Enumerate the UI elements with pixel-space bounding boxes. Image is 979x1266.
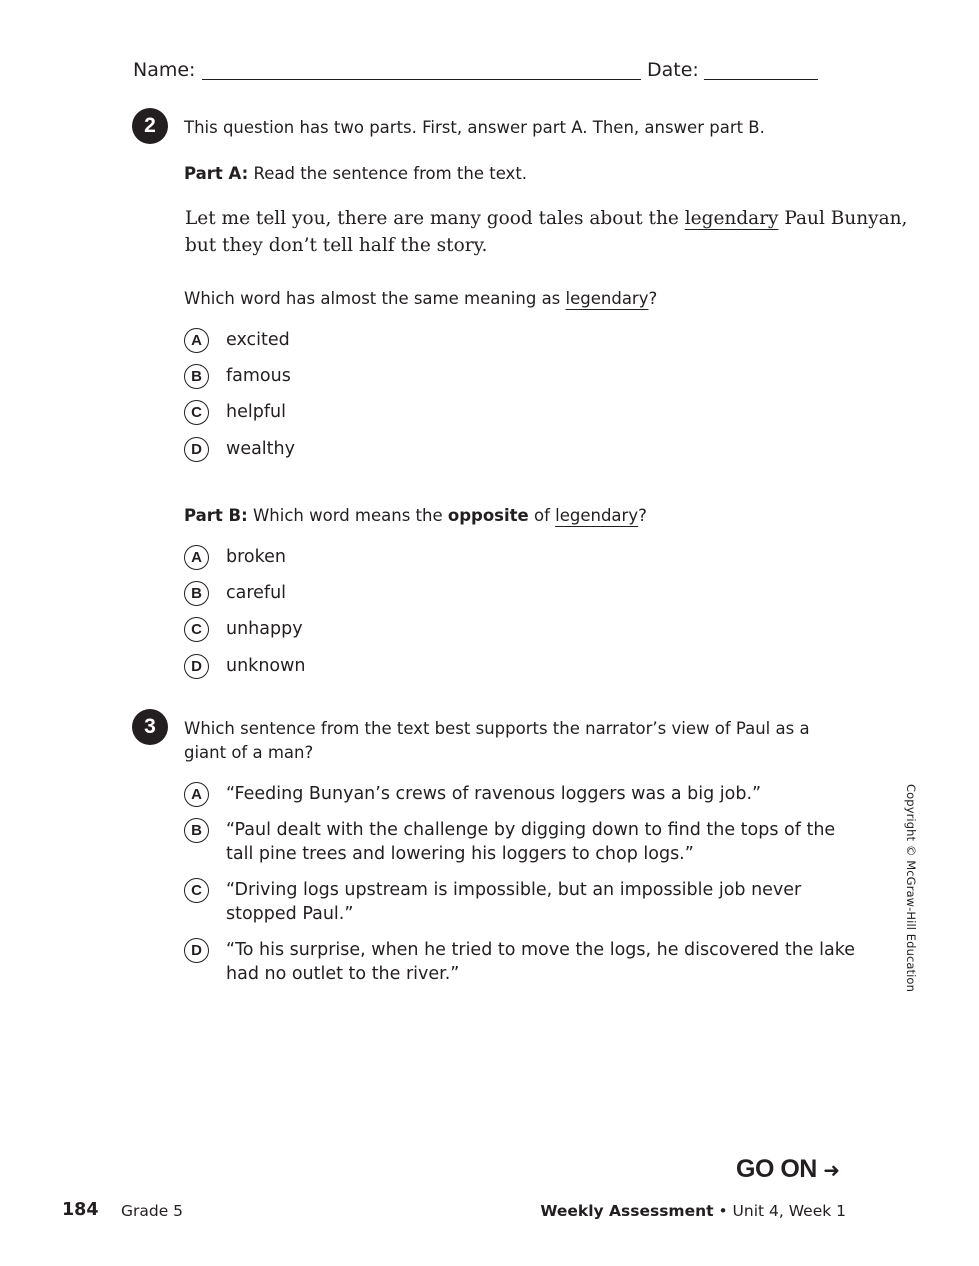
assessment-title: Weekly Assessment <box>540 1202 714 1220</box>
answer-bubble[interactable]: C <box>184 617 209 642</box>
option-line-1: “Feeding Bunyan’s crews of ravenous loggers was a big job.” <box>226 784 762 804</box>
grade-label: Grade 5 <box>121 1202 184 1220</box>
go-on-text: GO ON <box>736 1155 817 1183</box>
option-line-1: “Driving logs upstream is impossible, but an impossible job never <box>226 880 802 900</box>
option-line-2: had no outlet to the river.” <box>226 964 460 984</box>
answer-bubble[interactable]: B <box>184 818 209 843</box>
question-3-number: 3 <box>132 709 168 745</box>
part-a-question-mark: ? <box>648 289 658 308</box>
passage-excerpt <box>185 205 907 259</box>
passage-text-end: Paul Bunyan, <box>778 208 908 229</box>
part-a-label: Part A: <box>184 164 249 183</box>
part-b-question-mark: ? <box>638 506 647 525</box>
part-a-option-a[interactable] <box>184 328 290 353</box>
option-text <box>226 782 761 806</box>
part-a-underlined-word: legendary <box>565 289 649 308</box>
date-field[interactable] <box>704 79 818 80</box>
answer-bubble[interactable]: A <box>184 328 209 353</box>
part-a-instruction <box>184 162 527 186</box>
option-text: broken <box>226 547 286 567</box>
option-text: wealthy <box>226 439 295 459</box>
part-a-question <box>184 287 657 311</box>
part-b-bold-word: opposite <box>447 506 529 525</box>
part-b-option-a[interactable] <box>184 545 286 570</box>
part-a-option-b[interactable] <box>184 364 291 389</box>
name-field[interactable] <box>202 79 641 80</box>
option-text: excited <box>226 330 290 350</box>
q3-option-c[interactable] <box>184 878 801 926</box>
q3-option-d[interactable] <box>184 938 855 986</box>
part-b-text-start: Which word means the <box>247 506 448 525</box>
option-text <box>226 938 855 986</box>
passage-underlined-word: legendary <box>684 208 779 229</box>
part-a-question-text: Which word has almost the same meaning as <box>184 289 566 308</box>
option-text: unknown <box>226 656 306 676</box>
copyright-notice: Copyright © McGraw-Hill Education <box>904 784 918 992</box>
answer-bubble[interactable]: B <box>184 364 209 389</box>
q3-option-a[interactable] <box>184 782 761 807</box>
name-label: Name: <box>133 59 196 81</box>
part-a-option-c[interactable] <box>184 400 286 425</box>
part-a-prompt: Read the sentence from the text. <box>253 164 528 183</box>
option-text: helpful <box>226 402 286 422</box>
part-a-option-d[interactable] <box>184 437 295 462</box>
part-b-label: Part B: <box>184 506 248 525</box>
date-label: Date: <box>647 59 699 81</box>
assessment-info <box>540 1202 846 1220</box>
option-text <box>226 878 801 926</box>
question-3-prompt <box>184 717 810 765</box>
option-line-2: tall pine trees and lowering his loggers to chop logs.” <box>226 844 694 864</box>
question-3-line-1: Which sentence from the text best supports the narrator’s view of Paul as a <box>184 719 810 738</box>
page-number: 184 <box>62 1200 99 1220</box>
option-line-1: “To his surprise, when he tried to move the logs, he discovered the lake <box>226 940 855 960</box>
question-3-line-2: giant of a man? <box>184 743 314 762</box>
answer-bubble[interactable]: D <box>184 437 209 462</box>
option-text: famous <box>226 366 291 386</box>
passage-line-2: but they don’t tell half the story. <box>185 235 488 256</box>
part-b-option-b[interactable] <box>184 581 286 606</box>
answer-bubble[interactable]: D <box>184 938 209 963</box>
answer-bubble[interactable]: A <box>184 545 209 570</box>
question-2-number: 2 <box>132 108 168 144</box>
q3-option-b[interactable] <box>184 818 835 866</box>
answer-bubble[interactable]: A <box>184 782 209 807</box>
part-b-question <box>184 504 647 528</box>
option-line-1: “Paul dealt with the challenge by digging down to find the tops of the <box>226 820 836 840</box>
option-text: careful <box>226 583 287 603</box>
option-text <box>226 818 835 866</box>
footer-separator: • <box>713 1202 733 1220</box>
part-b-option-d[interactable] <box>184 654 306 679</box>
part-b-option-c[interactable] <box>184 617 303 642</box>
passage-text-start: Let me tell you, there are many good tales about the <box>185 208 685 229</box>
part-b-underlined-word: legendary <box>555 506 639 525</box>
answer-bubble[interactable]: C <box>184 878 209 903</box>
option-text: unhappy <box>226 619 303 639</box>
unit-week: Unit 4, Week 1 <box>732 1202 846 1220</box>
go-on-label <box>736 1155 840 1184</box>
arrow-right-icon: ➜ <box>823 1158 840 1182</box>
answer-bubble[interactable]: C <box>184 400 209 425</box>
question-2-intro: This question has two parts. First, answer part A. Then, answer part B. <box>184 118 765 137</box>
answer-bubble[interactable]: B <box>184 581 209 606</box>
answer-bubble[interactable]: D <box>184 654 209 679</box>
part-b-text-mid: of <box>528 506 556 525</box>
option-line-2: stopped Paul.” <box>226 904 354 924</box>
